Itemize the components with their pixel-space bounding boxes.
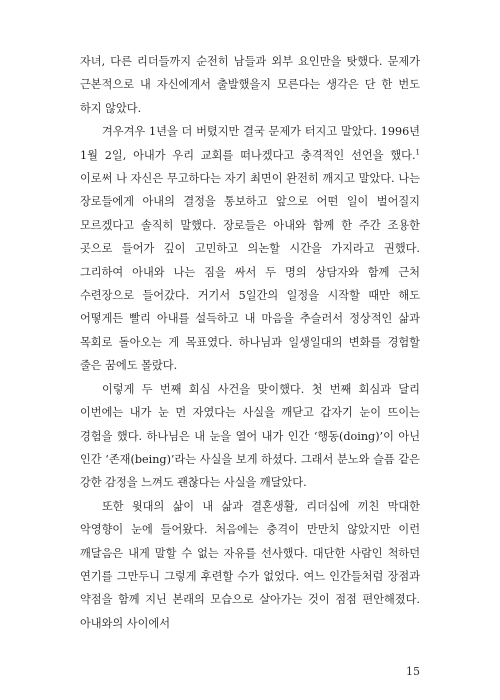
paragraph-2-text-after: 이로써 나 자신은 무고하다는 자기 최면이 완전히 깨지고 말았다. 나는 장로들에게 아내의 결정을 통보하고 앞으로 어떤 일이 벌어질지 모르겠다고 솔직히 말했다. 장로들은 아내와 함께 한 주간 조용한 곳으로 들어가 깊이 고민하고 의논할 시간을 가지라고 권했다. 그리하여 아내와 나는 짐을 싸서 두 명의 상담자와 함께 근처 수련장으로 들어갔다. 거기서 5일간의 일정을 시작할 때만 해도 어떻게든 빨리 아내를 설득하고 내 마음을 추슬러서 정상적인 삶과 목회로 돌아오는 게 목표였다. 하나님과 일생일대의 변화를 경험할 줄은 꿈에도 몰랐다. [80, 172, 420, 373]
footnote-marker: 1 [415, 147, 420, 156]
paragraph-2 [80, 120, 420, 377]
paragraph-3: 이렇게 두 번째 회심 사건을 맞이했다. 첫 번째 회심과 달리 이번에는 내가 눈 먼 자였다는 사실을 깨닫고 갑자기 눈이 뜨이는 경험을 했다. 하나님은 내 눈을 열어 내가 인간 ‘행동(doing)’이 아닌 인간 ‘존재(being)’라는 사실을 보게 하셨다. 그래서 분노와 슬픔 같은 강한 감정을 느껴도 괜찮다는 사실을 깨달았다. [80, 382, 420, 490]
paragraph-2-text-before: 겨우겨우 1년을 더 버텼지만 결국 문제가 터지고 말았다. 1996년 1월 2일, 아내가 우리 교회를 떠나겠다고 충격적인 선언을 했다. [80, 125, 420, 162]
body-text [80, 50, 420, 635]
page-number: 15 [406, 665, 420, 678]
paragraph-4: 또한 윗대의 삶이 내 삶과 결혼생활, 리더십에 끼친 막대한 악영향이 눈에 들어왔다. 처음에는 충격이 만만치 않았지만 이런 깨달음은 내게 말할 수 없는 자유를 선사했다. 대단한 사람인 척하던 연기를 그만두니 그렇게 후련할 수가 없었다. 여느 인간들처럼 장점과 약점을 함께 지닌 본래의 모습으로 살아가는 것이 점점 편안해졌다. 아내와의 사이에서 [80, 499, 420, 630]
paragraph-1: 자녀, 다른 리더들까지 순전히 남들과 외부 요인만을 탓했다. 문제가 근본적으로 내 자신에게서 출발했을지 모른다는 생각은 단 한 번도 하지 않았다. [80, 55, 420, 115]
